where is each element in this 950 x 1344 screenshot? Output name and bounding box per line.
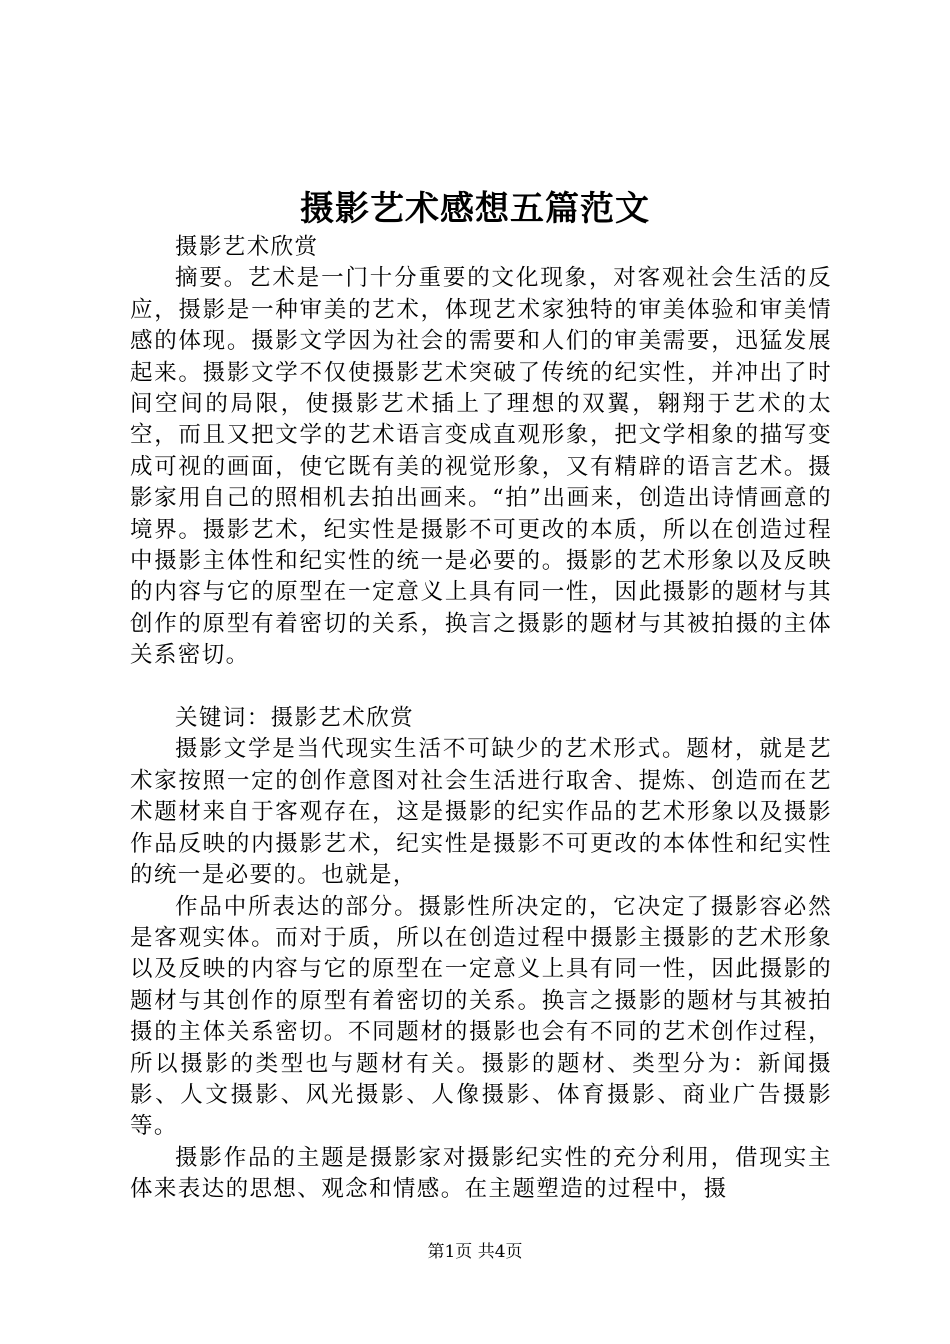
- page-number-footer: 第1页 共4页: [427, 1242, 523, 1262]
- document-body: [130, 232, 832, 1206]
- section-heading: 摄影艺术欣赏: [175, 234, 319, 260]
- abstract-paragraph: 摘要。艺术是一门十分重要的文化现象，对客观社会生活的反应，摄影是一种审美的艺术，体现艺术家独特的审美体验和审美情感的体现。摄影文学因为社会的需要和人们的审美需要，迅猛发展起来。摄影文学不仅使摄影艺术突破了传统的纪实性，并冲出了时间空间的局限，使摄影艺术插上了理想的双翼，翱翔于艺术的太空，而且又把文学的艺术语言变成直观形象，把文学相象的描写变成可视的画面，使它既有美的视觉形象，又有精辟的语言艺术。摄影家用自己的照相机去拍出画来。“拍”出画来，创造出诗情画意的境界。摄影艺术，纪实性是摄影不可更改的本质，所以在创造过程中摄影主体性和纪实性的统一是必要的。摄影的艺术形象以及反映的内容与它的原型在一定意义上具有同一性，因此摄影的题材与其创作的原型有着密切的关系，换言之摄影的题材与其被拍摄的主体关系密切。: [130, 265, 832, 669]
- body-paragraph: 摄影文学是当代现实生活不可缺少的艺术形式。题材，就是艺术家按照一定的创作意图对社会生活进行取舍、提炼、创造而在艺术题材来自于客观存在，这是摄影的纪实作品的艺术形象以及摄影作品反映的内摄影艺术，纪实性是摄影不可更改的本体性和纪实性的统一是必要的。也就是，: [130, 736, 832, 889]
- body-paragraph: 作品中所表达的部分。摄影性所决定的，它决定了摄影容必然是客观实体。而对于质，所以在创造过程中摄影主摄影的艺术形象以及反映的内容与它的原型在一定意义上具有同一性，因此摄影的题材与其创作的原型有着密切的关系。换言之摄影的题材与其被拍摄的主体关系密切。不同题材的摄影也会有不同的艺术创作过程，所以摄影的类型也与题材有关。摄影的题材、类型分为：新闻摄影、人文摄影、风光摄影、人像摄影、体育摄影、商业广告摄影等。: [130, 893, 832, 1140]
- body-paragraph: 摄影作品的主题是摄影家对摄影纪实性的充分利用，借现实主体来表达的思想、观念和情感。在主题塑造的过程中，摄: [130, 1144, 832, 1203]
- keywords-line: 关键词：摄影艺术欣赏: [175, 705, 415, 732]
- document-title: 摄影艺术感想五篇范文: [300, 189, 650, 229]
